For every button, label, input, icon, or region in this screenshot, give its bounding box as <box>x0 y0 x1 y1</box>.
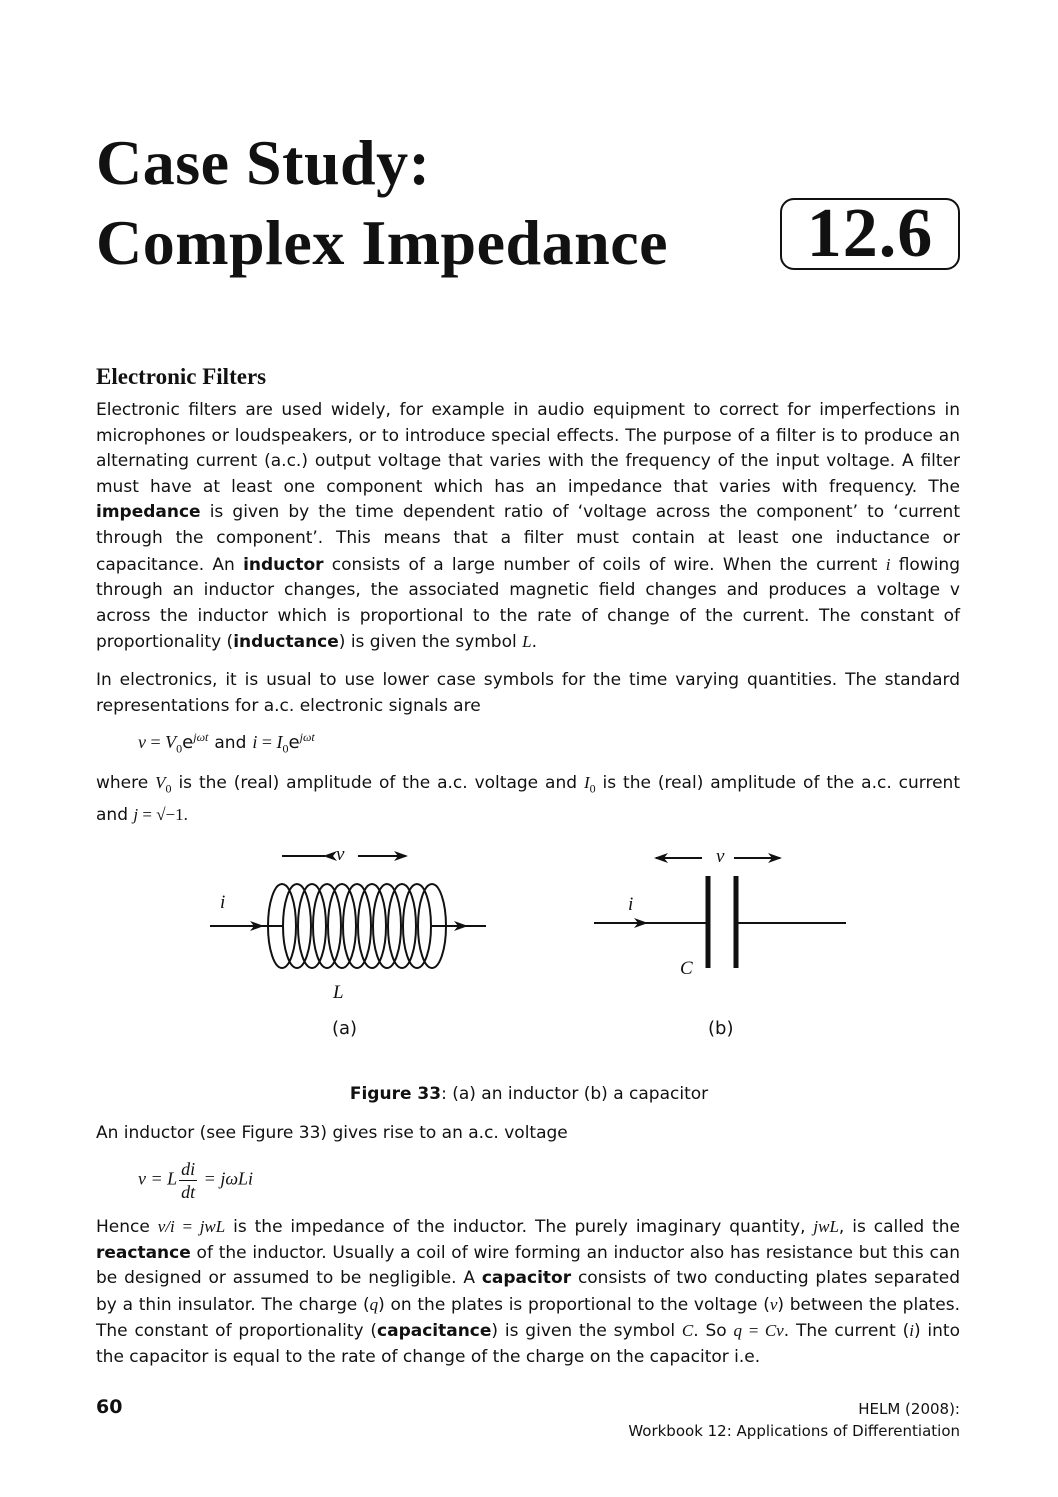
math-symbol: V <box>165 732 177 752</box>
text-run: ) is given the symbol <box>491 1321 682 1342</box>
page-title-line-1: Case Study: <box>96 127 431 198</box>
math-subscript: 0 <box>589 781 596 796</box>
math-symbol: L <box>522 632 532 652</box>
math-expression: v = L <box>138 1168 178 1189</box>
paragraph-inductor-voltage: An inductor (see Figure 33) gives rise to an a.c. voltage <box>96 1123 568 1143</box>
fraction-denominator: dt <box>181 1182 196 1202</box>
capacitor-symbol-label: C <box>680 958 693 979</box>
subsection-title: Electronic Filters <box>96 364 267 389</box>
paragraph-reactance <box>96 1214 960 1371</box>
math-exponent: jωt <box>193 730 209 744</box>
inductor-symbol-label: L <box>333 982 344 1003</box>
math-symbol: I <box>276 732 283 752</box>
text-run: where <box>96 773 156 793</box>
math-subscript: 0 <box>282 741 289 756</box>
fraction-numerator: di <box>181 1159 196 1179</box>
figure-33-drawing <box>190 840 870 1060</box>
figure-caption <box>0 1084 1058 1104</box>
capacitor-current-label: i <box>628 894 634 915</box>
math-symbol: i <box>885 554 891 574</box>
term-inductor: inductor <box>243 554 324 575</box>
math-exponential: e <box>182 732 194 753</box>
math-expression: v/i = jwL <box>157 1217 226 1236</box>
text-run: Hence <box>96 1217 158 1237</box>
math-symbol: j <box>133 804 139 824</box>
inductor-sublabel: (a) <box>332 1018 358 1039</box>
text-run: . <box>531 632 537 653</box>
term-impedance: impedance <box>96 502 201 523</box>
capacitor-sublabel: (b) <box>708 1018 734 1039</box>
page-number: 60 <box>96 1396 123 1418</box>
text-run: ) on the plates is proportional to the voltage ( <box>378 1294 770 1315</box>
math-symbol: C <box>681 1321 694 1341</box>
text-run: is the impedance of the inductor. The purely imaginary quantity, <box>225 1217 814 1237</box>
text-run: . The current ( <box>783 1321 910 1342</box>
page-title-line-2: Complex Impedance <box>96 207 669 278</box>
text-run: Electronic filters are used widely, for example in audio equipment to correct for imperfections in microphones or loudspeakers, or to introduce special effects. The purpose of a filter is to produce an alternating current (a.c.) output voltage that varies with the frequency of the input voltage. A filter must have at least one component which has an impedance that varies with frequency. The <box>96 400 960 497</box>
math-expression: = jωLi <box>199 1168 254 1189</box>
math-symbol: I <box>583 773 590 792</box>
term-inductance: inductance <box>233 632 339 653</box>
math-exponent: jωt <box>299 730 315 744</box>
text-run: ) is given the symbol <box>338 632 523 653</box>
inductor-current-label: i <box>220 892 226 913</box>
text-run: . So <box>693 1321 734 1342</box>
text-run: , is called the <box>838 1217 960 1237</box>
equation-inductor-voltage <box>138 1158 253 1208</box>
capacitor-voltage-label: v <box>716 846 725 867</box>
math-fraction <box>179 1158 197 1203</box>
section-number-badge: 12.6 <box>780 198 960 270</box>
paragraph-intro <box>96 398 960 656</box>
figure-caption-label: Figure 33 <box>349 1084 442 1104</box>
text-run: is the (real) amplitude of the a.c. current and <box>96 773 960 825</box>
inductor-voltage-label: v <box>336 844 345 865</box>
text-run: is given by the time dependent ratio of ‘voltage across the component’ to ‘current through the component’. This means that a filter must contain at least one inductance or capacitance. An <box>96 502 960 575</box>
math-symbol: V <box>155 773 166 792</box>
equation-ac-signals <box>138 730 315 757</box>
math-subscript: 0 <box>176 741 183 756</box>
inductor-diagram <box>210 856 486 968</box>
math-operator: = <box>257 732 277 752</box>
inductor-coil <box>268 884 446 968</box>
math-exponential: e <box>288 732 300 753</box>
math-expression: q = Cv <box>733 1321 784 1341</box>
math-expression: jwL <box>813 1217 839 1236</box>
math-symbol: i <box>909 1321 914 1341</box>
term-capacitor: capacitor <box>481 1268 572 1289</box>
term-reactance: reactance <box>96 1242 191 1263</box>
text-run: ) between the plates. The constant of proportionality ( <box>96 1294 960 1342</box>
text-run: consists of two conducting plates separated by a thin insulator. The charge ( <box>96 1268 960 1315</box>
footer-line-2: Workbook 12: Applications of Differentiation <box>628 1422 960 1440</box>
footer-source <box>628 1398 960 1442</box>
math-expression: = √−1. <box>138 804 188 824</box>
math-symbol: q <box>369 1294 379 1314</box>
text-run: consists of a large number of coils of wire. When the current <box>323 554 886 575</box>
paragraph-notation: In electronics, it is usual to use lower case symbols for the time varying quantities. The standard representations for a.c. electronic signals are <box>96 670 960 716</box>
footer-line-1: HELM (2008): <box>858 1400 960 1418</box>
text-run: of the inductor. Usually a coil of wire forming an inductor also has resistance but this can be designed or assumed to be negligible. A <box>96 1242 960 1289</box>
text-run: is the (real) amplitude of the a.c. voltage and <box>171 773 584 793</box>
title-block <box>96 118 966 288</box>
math-operator: = <box>146 732 166 752</box>
text-run: flowing through an inductor changes, the associated magnetic field changes and produces a voltage v across the inductor which is proportional to the rate of change of the current. The constant of proportionality ( <box>96 554 960 653</box>
math-symbol: v <box>769 1294 778 1314</box>
math-symbol: v <box>138 732 146 752</box>
figure-caption-text: : (a) an inductor (b) a capacitor <box>441 1084 709 1104</box>
paragraph-amplitudes <box>96 770 960 829</box>
text-run: ) into the capacitor is equal to the rate of change of the charge on the capacitor i.e. <box>96 1321 960 1367</box>
term-capacitance: capacitance <box>377 1321 492 1342</box>
math-subscript: 0 <box>165 781 172 796</box>
math-symbol: i <box>252 732 258 752</box>
figure-33 <box>190 840 870 1060</box>
equation-conjunction: and <box>214 733 247 753</box>
